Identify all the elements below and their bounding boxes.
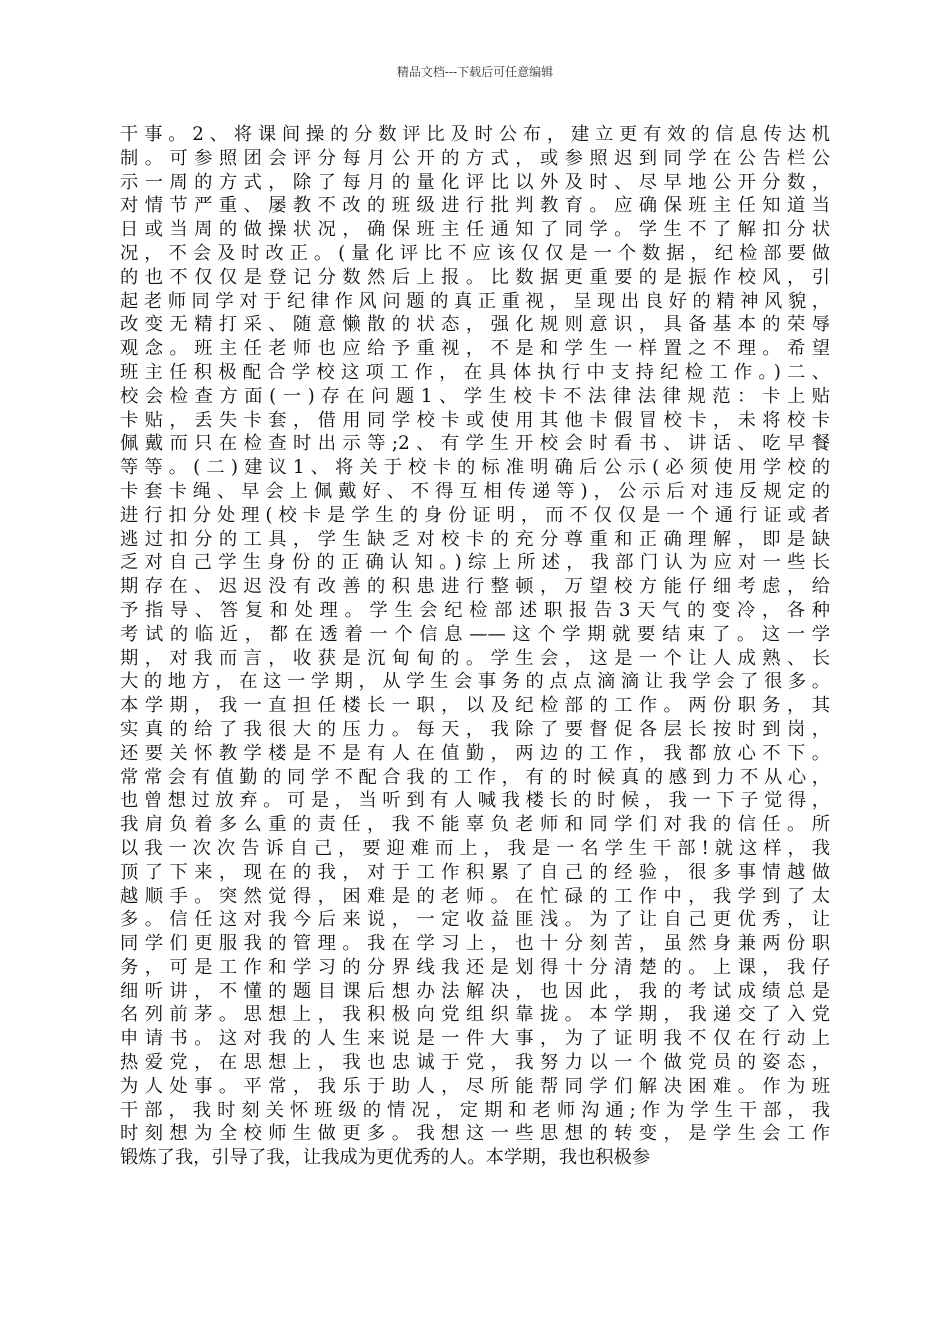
text-line: 卡贴，丢失卡套，借用同学校卡或使用其他卡假冒校卡，未将校卡 xyxy=(120,409,830,431)
text-line: 本学期，我一直担任楼长一职，以及纪检部的工作。两份职务，其 xyxy=(120,695,830,717)
text-line: 实真的给了我很大的压力。每天，我除了要督促各层长按时到岗， xyxy=(120,718,830,740)
text-line: 进行扣分处理(校卡是学生的身份证明，而不仅仅是一个通行证或者 xyxy=(120,504,830,526)
text-line: 乏对自己学生身份的正确认知。)综上所述，我部门认为应对一些长 xyxy=(120,552,830,574)
text-line: 佩戴而只在检查时出示等;2、有学生开校会时看书、讲话、吃早餐 xyxy=(120,433,830,455)
document-body xyxy=(120,123,830,1170)
text-line: 我肩负着多么重的责任，我不能辜负老师和同学们对我的信任。所 xyxy=(120,814,830,836)
text-line: 校会检查方面(一)存在问题1、学生校卡不法律法律规范：卡上贴 xyxy=(120,385,830,407)
text-line: 班主任积极配合学校这项工作，在具体执行中支持纪检工作。)二、 xyxy=(120,361,830,383)
text-line: 名列前茅。思想上，我积极向党组织靠拢。本学期，我递交了入党 xyxy=(120,1004,830,1026)
text-line: 期存在、迟迟没有改善的积患进行整顿，万望校方能仔细考虑，给 xyxy=(120,576,830,598)
text-line: 常常会有值勤的同学不配合我的工作，有的时候真的感到力不从心， xyxy=(120,766,830,788)
text-line: 大的地方，在这一学期，从学生会事务的点点滴滴让我学会了很多。 xyxy=(120,671,830,693)
text-line: 观念。班主任老师也应给予重视，不是和学生一样置之不理。希望 xyxy=(120,338,830,360)
text-line: 以我一次次告诉自己，要迎难而上，我是一名学生干部!就这样，我 xyxy=(120,837,830,859)
page-header: 精品文档---下载后可任意编辑 xyxy=(396,65,554,79)
text-line: 起老师同学对于纪律作风问题的真正重视，呈现出良好的精神风貌， xyxy=(120,290,830,312)
text-line: 期，对我而言，收获是沉甸甸的。学生会，这是一个让人成熟、长 xyxy=(120,647,830,669)
text-line: 改变无精打采、随意懒散的状态，强化规则意识，具备基本的荣辱 xyxy=(120,314,830,336)
text-line: 日或当周的做操状况，确保班主任通知了同学。学生不了解扣分状 xyxy=(120,219,830,241)
text-line: 制。可参照团会评分每月公开的方式，或参照迟到同学在公告栏公 xyxy=(120,147,830,169)
text-line: 顶了下来，现在的我，对于工作积累了自己的经验，很多事情越做 xyxy=(120,861,830,883)
text-line: 时刻想为全校师生做更多。我想这一些思想的转变，是学生会工作 xyxy=(120,1123,830,1145)
text-line: 予指导、答复和处理。学生会纪检部述职报告3天气的变冷，各种 xyxy=(120,599,830,621)
text-line: 细听讲，不懂的题目课后想办法解决，也因此，我的考试成绩总是 xyxy=(120,980,830,1002)
text-line: 逃过扣分的工具，学生缺乏对校卡的充分尊重和正确理解，即是缺 xyxy=(120,528,830,550)
text-line: 也曾想过放弃。可是，当听到有人喊我楼长的时候，我一下子觉得， xyxy=(120,790,830,812)
text-line: 的也不仅仅是登记分数然后上报。比数据更重要的是振作校风，引 xyxy=(120,266,830,288)
text-line: 热爱党，在思想上，我也忠诚于党，我努力以一个做党员的姿态， xyxy=(120,1052,830,1074)
text-line: 等等。(二)建议1、将关于校卡的标准明确后公示(必须使用学校的 xyxy=(120,457,830,479)
text-line: 卡套卡绳、早会上佩戴好、不得互相传递等)，公示后对违反规定的 xyxy=(120,480,830,502)
text-line: 干事。2、将课间操的分数评比及时公布，建立更有效的信息传达机 xyxy=(120,124,830,145)
text-line: 多。信任这对我今后来说，一定收益匪浅。为了让自己更优秀，让 xyxy=(120,909,830,931)
text-line: 越顺手。突然觉得，困难是的老师。在忙碌的工作中，我学到了太 xyxy=(120,885,830,907)
text-line: 对情节严重、屡教不改的班级进行批判教育。应确保班主任知道当 xyxy=(120,195,830,217)
text-line: 为人处事。平常，我乐于助人，尽所能帮同学们解决困难。作为班 xyxy=(120,1075,830,1097)
text-line: 还要关怀教学楼是不是有人在值勤，两边的工作，我都放心不下。 xyxy=(120,742,830,764)
text-line: 考试的临近，都在透着一个信息——这个学期就要结束了。这一学 xyxy=(120,623,830,645)
text-line: 锻炼了我，引导了我，让我成为更优秀的人。本学期，我也积极参 xyxy=(120,1147,651,1169)
text-line: 示一周的方式，除了每月的量化评比以外及时、尽早地公开分数， xyxy=(120,171,830,193)
text-line: 干部，我时刻关怀班级的情况，定期和老师沟通;作为学生干部，我 xyxy=(120,1099,830,1121)
text-line: 同学们更服我的管理。我在学习上，也十分刻苦，虽然身兼两份职 xyxy=(120,933,830,955)
text-line: 务，可是工作和学习的分界线我还是划得十分清楚的。上课，我仔 xyxy=(120,956,830,978)
text-line: 况，不会及时改正。(量化评比不应该仅仅是一个数据，纪检部要做 xyxy=(120,242,830,264)
text-line: 申请书。这对我的人生来说是一件大事，为了证明我不仅在行动上 xyxy=(120,1028,830,1050)
